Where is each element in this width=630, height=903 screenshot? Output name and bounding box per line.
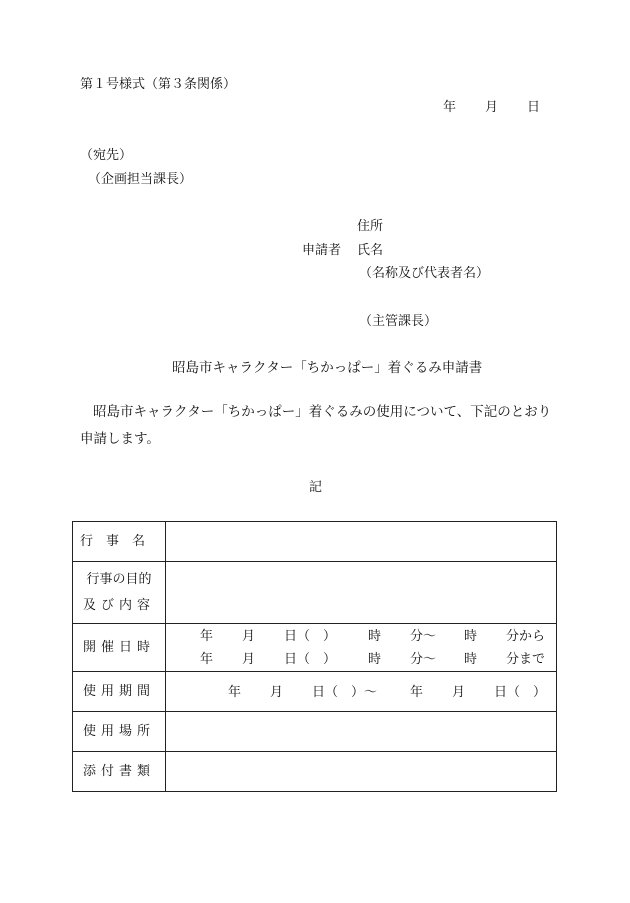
applicant-address-label: 住所: [357, 219, 384, 234]
application-table: [72, 521, 557, 792]
body-paragraph: [80, 399, 555, 453]
document-title: 昭島市キャラクター「ちかっぱー」着ぐるみ申請書: [172, 360, 483, 376]
ki-label: 記: [309, 480, 323, 495]
addressee-name: （企画担当課長）: [88, 172, 193, 187]
row-attachments: [73, 752, 557, 792]
datetime-line-from: 年 月 日（ ） 時 分～ 時 分から: [200, 628, 546, 644]
date-month: 月: [485, 100, 499, 115]
attachments-label: 添付書類: [73, 752, 166, 792]
row-datetime: [73, 624, 557, 672]
attachments-field[interactable]: [166, 752, 557, 792]
row-place: [73, 712, 557, 752]
body-text: 昭島市キャラクター「ちかっぱー」着ぐるみの使用について、下記のとおり申請します。: [80, 404, 552, 447]
event-name-field[interactable]: [166, 522, 557, 562]
period-label: 使用期間: [73, 672, 166, 712]
period-values: 年 月 日（ ）～ 年 月 日（ ）: [228, 684, 547, 700]
datetime-field[interactable]: [166, 624, 557, 672]
place-field[interactable]: [166, 712, 557, 752]
date-day: 日: [527, 100, 541, 115]
row-event-name: [73, 522, 557, 562]
datetime-label: 開催日時: [73, 624, 166, 672]
applicant-name-label: 氏名: [357, 243, 384, 258]
form-number: 第１号様式（第３条関係）: [80, 77, 237, 92]
applicant-name-note: （名称及び代表者名）: [359, 266, 490, 281]
purpose-field[interactable]: [166, 562, 557, 624]
row-purpose: [73, 562, 557, 624]
date-year: 年: [443, 100, 457, 115]
datetime-line-to: 年 月 日（ ） 時 分～ 時 分まで: [200, 651, 546, 667]
row-period: [73, 672, 557, 712]
event-name-label: 行事名: [73, 522, 166, 562]
place-label: 使用場所: [73, 712, 166, 752]
period-field[interactable]: [166, 672, 557, 712]
purpose-label: 行事の目的 及び内容: [73, 562, 166, 624]
applicant-role-label: 申請者: [302, 243, 342, 258]
addressee-label: （宛先）: [80, 148, 133, 163]
supervisor-label: （主管課長）: [359, 314, 438, 329]
